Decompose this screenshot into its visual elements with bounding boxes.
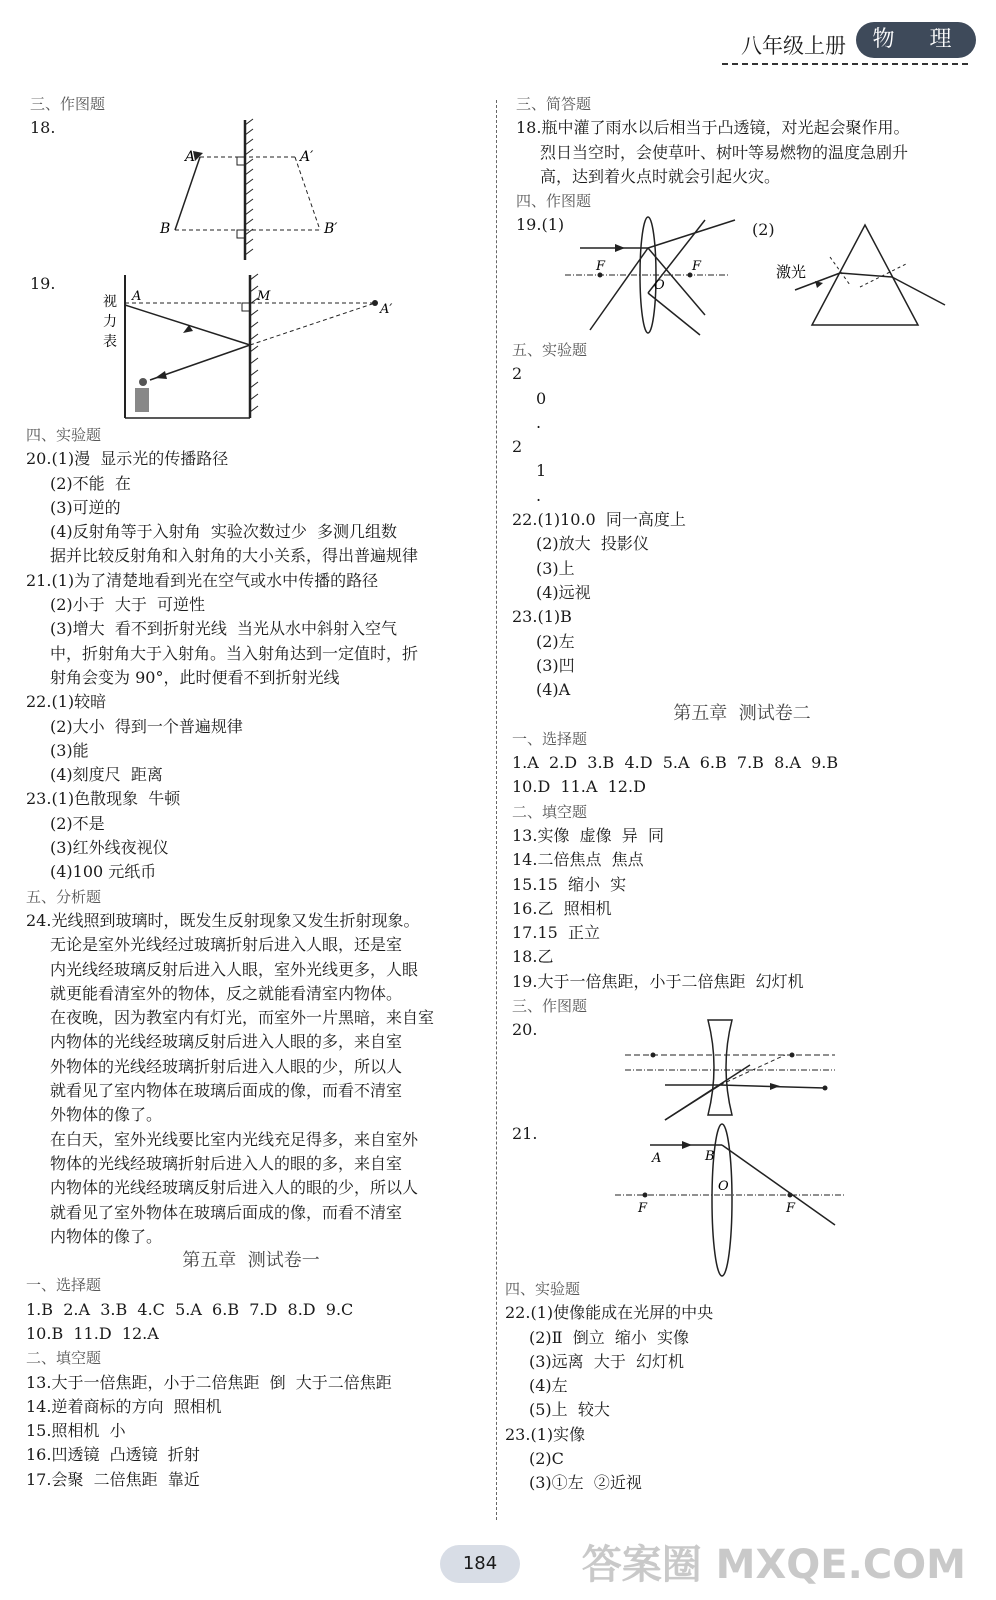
answer-line: 15.照相机 小 (26, 1421, 126, 1441)
answer-line: (2)不是 (50, 813, 105, 833)
answer-line: 1 (536, 461, 547, 481)
label-B-prime: B′ (324, 221, 338, 237)
answer-line: (2) (752, 220, 775, 239)
figure-20-concave-lens (620, 1015, 840, 1125)
answer-line: 15.15 缩小 实 (512, 874, 627, 894)
answer-line: 2 (512, 364, 523, 384)
answer-line: 16.乙 照相机 (512, 898, 612, 918)
answer-line: 23.(1)B (512, 607, 572, 627)
chapter-title: 第五章 测试卷一 (182, 1250, 320, 1272)
answer-line: 13.实像 虚像 异 同 (512, 825, 664, 845)
section-heading: 一、选择题 (512, 729, 588, 748)
answer-line: 内物体的像了。 (50, 1226, 163, 1246)
answer-line: 射角会变为 90°，此时便看不到折射光线 (50, 667, 340, 687)
answer-line: 14.二倍焦点 焦点 (512, 850, 644, 870)
answer-line: (2)大小 得到一个普遍规律 (50, 716, 243, 736)
optical-center-label: O (654, 278, 665, 293)
answer-line: . (536, 485, 542, 505)
answer-line: . (536, 412, 542, 432)
answer-line: 20.(1)漫 显示光的传播路径 (26, 449, 229, 469)
answer-line: (3)能 (50, 740, 89, 760)
eye-chart-char-2: 力 (103, 314, 117, 330)
subject-badge: 物 理 (856, 22, 976, 58)
question-number: 19. (30, 274, 56, 293)
answer-line: (4)100 元纸币 (50, 862, 157, 882)
answer-line: 内光线经玻璃反射后进入人眼，室外光线更多，人眼 (50, 959, 419, 979)
figure-19-eye-chart-diagram (95, 270, 415, 420)
answer-line: 就看见了室外物体在玻璃后面成的像，而看不清室 (50, 1202, 403, 1222)
eye-chart-char-1: 视 (103, 294, 117, 310)
question-number: 18. (30, 118, 56, 138)
section-heading: 二、填空题 (512, 802, 588, 821)
answer-line: (3)红外线夜视仪 (50, 838, 169, 858)
answer-line: 中，折射角大于入射角。当入射角达到一定值时，折 (50, 643, 419, 663)
chapter-title: 第五章 测试卷二 (673, 703, 811, 725)
label-A: A (185, 149, 196, 165)
answer-line: (5)上 较大 (529, 1400, 610, 1420)
answer-line: 1.A 2.D 3.B 4.D 5.A 6.B 7.B 8.A 9.B (512, 753, 839, 773)
focus-label-right: F (692, 259, 702, 274)
answer-line: 10.D 11.A 12.D (512, 777, 646, 797)
answer-line: 23.(1)色散现象 牛顿 (26, 789, 181, 809)
answer-line: 14.逆着商标的方向 照相机 (26, 1396, 222, 1416)
answer-line: 内物体的光线经玻璃反射后进入人的眼的少，所以人 (50, 1178, 419, 1198)
answer-line: 外物体的像了。 (50, 1105, 163, 1125)
label-A-prime: A′ (380, 302, 393, 317)
answer-line: (4)反射角等于入射角 实验次数过少 多测几组数 (50, 522, 398, 542)
section-heading: 五、分析题 (26, 887, 102, 906)
right-q21-label (512, 1122, 537, 1146)
answer-line: 外物体的光线经玻璃折射后进入人眼的少，所以人 (50, 1056, 403, 1076)
answer-line: 无论是室外光线经过玻璃折射后进入人眼，还是室 (50, 935, 403, 955)
section-heading: 五、实验题 (512, 341, 588, 359)
answer-line: 10.B 11.D 12.A (26, 1323, 159, 1343)
label-B: B (705, 1149, 715, 1164)
label-B: B (160, 221, 171, 237)
answer-line: 物体的光线经玻璃折射后进入人的眼的多，来自室 (50, 1153, 403, 1173)
answer-line: (2)左 (536, 631, 575, 651)
watermark: 答案圈 MXQE.COM (581, 1542, 966, 1588)
eye-chart-char-3: 表 (103, 334, 117, 350)
page-number: 184 (440, 1545, 520, 1583)
label-A-prime: A′ (300, 149, 314, 165)
answer-line: (3)远离 大于 幻灯机 (529, 1351, 685, 1371)
answer-line: (3)可逆的 (50, 497, 121, 517)
answer-line: 在夜晚，因为教室内有灯光，而室外一片黑暗，来自室 (50, 1008, 435, 1028)
answer-line: 24.光线照到玻璃时，既发生反射现象又发生折射现象。 (26, 910, 420, 930)
figure-18-mirror-diagram (150, 115, 350, 265)
answer-line: 16.凹透镜 凸透镜 折射 (26, 1445, 200, 1465)
answer-line: (2)放大 投影仪 (536, 534, 649, 554)
left-answers (26, 423, 476, 1492)
answer-line: 23.(1)实像 (505, 1424, 586, 1444)
answer-line: (4)远视 (536, 582, 591, 602)
section-heading: 二、填空题 (26, 1349, 102, 1368)
section-heading: 四、实验题 (26, 426, 102, 444)
answer-line: (3)上 (536, 558, 575, 578)
answer-line: (4)A (536, 680, 571, 700)
answer-line: 据并比较反射角和入射角的大小关系，得出普遍规律 (50, 546, 419, 566)
answer-line: 22.(1)使像能成在光屏的中央 (505, 1303, 714, 1323)
figure-19-lens-prism (560, 215, 980, 340)
answer-line: (3)①左 ②近视 (529, 1473, 642, 1493)
label-A: A (652, 1151, 662, 1166)
answer-line: 17.15 正立 (512, 923, 600, 943)
page-header (696, 0, 996, 70)
answer-line: 21. (512, 1124, 538, 1143)
focus-label-right: F (786, 1201, 796, 1216)
answer-line: 13.大于一倍焦距，小于二倍焦距 倒 大于二倍焦距 (26, 1372, 392, 1392)
answer-line: (4)左 (529, 1376, 568, 1396)
section-heading: 四、实验题 (505, 1280, 581, 1298)
answer-line: 17.会聚 二倍焦距 靠近 (26, 1469, 200, 1489)
answer-line: 内物体的光线经玻璃反射后进入人眼的多，来自室 (50, 1032, 403, 1052)
right-answers (512, 338, 972, 1043)
answer-line: 在白天，室外光线要比室内光线充足得多，来自室外 (50, 1129, 419, 1149)
laser-label: 激光 (776, 263, 807, 281)
answer-line: 就更能看清室外的物体，反之就能看清室内物体。 (50, 983, 403, 1003)
answer-line: (3)凹 (536, 655, 575, 675)
answer-line: (4)刻度尺 距离 (50, 765, 163, 785)
section-heading: 三、简答题 (516, 95, 592, 113)
answer-line: 21.(1)为了清楚地看到光在空气或水中传播的路径 (26, 570, 379, 590)
answer-line: (2)小于 大于 可逆性 (50, 595, 206, 615)
header-dashed-line (722, 63, 968, 65)
answer-line: 22.(1)较暗 (26, 692, 107, 712)
answer-line: 高，达到着火点时就会引起火灾。 (540, 166, 781, 186)
answer-line: (2)C (529, 1449, 564, 1469)
left-q19-label (30, 272, 55, 296)
answer-line: 20. (512, 1020, 538, 1040)
label-A: A (132, 289, 142, 304)
figure-21-convex-lens (610, 1120, 850, 1280)
answer-line: 19.(1) (516, 215, 565, 235)
answer-line: (2)Ⅱ 倒立 缩小 实像 (529, 1327, 690, 1347)
answer-line: 烈日当空时，会使草叶、树叶等易燃物的温度急剧升 (540, 142, 909, 162)
optical-center-label: O (718, 1179, 729, 1194)
grade-label: 八年级上册 (741, 34, 846, 58)
answer-line: 22.(1)10.0 同一高度上 (512, 510, 686, 530)
section-heading: 三、作图题 (30, 95, 106, 113)
answer-line: 18.乙 (512, 947, 554, 967)
right-answers-bottom (505, 1277, 965, 1496)
section-heading: 一、选择题 (26, 1276, 102, 1295)
answer-line: 18.瓶中灌了雨水以后相当于凸透镜，对光起会聚作用。 (516, 118, 910, 138)
answer-line: 0 (536, 388, 547, 408)
answer-line: 就看见了室内物体在玻璃后面成的像，而看不清室 (50, 1081, 403, 1101)
label-M: M (257, 289, 271, 304)
answer-line: 19.大于一倍焦距，小于二倍焦距 幻灯机 (512, 971, 804, 991)
focus-label-left: F (596, 259, 606, 274)
focus-label-left: F (638, 1201, 648, 1216)
answer-line: 2 (512, 437, 523, 457)
answer-line: (3)增大 看不到折射光线 当光从水中斜射入空气 (50, 619, 398, 639)
section-heading: 三、作图题 (512, 997, 588, 1016)
answer-line: (2)不能 在 (50, 473, 131, 493)
answer-line: 1.B 2.A 3.B 4.C 5.A 6.B 7.D 8.D 9.C (26, 1299, 354, 1319)
column-divider (496, 100, 497, 1520)
section-heading: 四、作图题 (516, 192, 592, 211)
